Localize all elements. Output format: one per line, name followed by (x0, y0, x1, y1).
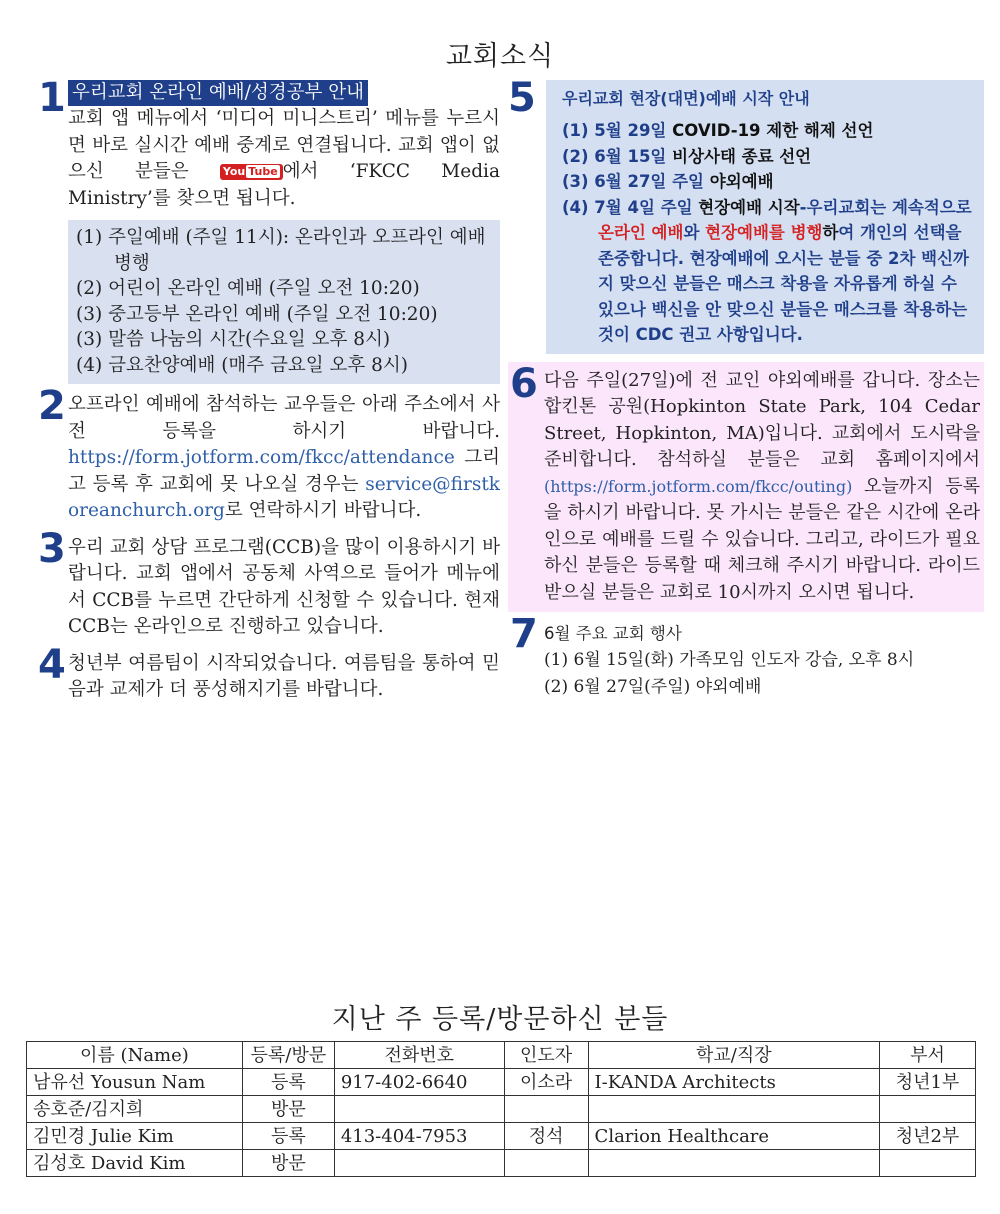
cell-type: 등록 (242, 1123, 334, 1150)
news-item-6 (508, 362, 984, 613)
column-header: 학교/직장 (588, 1042, 880, 1069)
item-number-6: 6 (510, 360, 538, 407)
news-item-5 (508, 75, 984, 354)
column-header: 인도자 (504, 1042, 588, 1069)
onsite-item-4: (4) 7월 4일 주일 현장예배 시작-우리교회는 계속적으로 온라인 예배와 현장예배를 병행하여 개인의 선택을 존중합니다. 현장예배에 오시는 분들 중 2차 백신까지 맞으신 분들은 매스크 착용을 자유롭게 하실 수 있으나 백신을 안 맞으신 분들은 매스크를 착용하는 것이 CDC 권고 사항입니다. (562, 197, 972, 344)
event-item: (1) 6월 15일(화) 가족모임 인도자 강습, 오후 8시 (544, 650, 915, 670)
item-4-text: 청년부 여름팀이 시작되었습니다. 여름팀을 통하여 믿음과 교제가 더 풍성해지기를 바랍니다. (68, 652, 500, 700)
attendance-link[interactable]: https://form.jotform.com/fkcc/attendance (68, 447, 455, 468)
cell-leader: 정석 (504, 1123, 588, 1150)
cell-name: 김성호 David Kim (27, 1150, 243, 1177)
cell-phone (334, 1150, 504, 1177)
news-item-1 (38, 75, 500, 384)
item-number-1: 1 (38, 75, 66, 121)
item-number-7: 7 (510, 611, 538, 657)
schedule-item: (3) 말씀 나눔의 시간(수요일 오후 8시) (76, 329, 391, 350)
item-1-heading: 우리교회 온라인 예배/성경공부 안내 (68, 80, 368, 106)
cell-work: Clarion Healthcare (588, 1123, 880, 1150)
column-header: 부서 (880, 1042, 976, 1069)
cell-phone: 413-404-7953 (334, 1123, 504, 1150)
news-item-2 (38, 383, 500, 525)
column-header: 등록/방문 (242, 1042, 334, 1069)
item-number-4: 4 (38, 641, 66, 688)
youtube-logo-icon: You Tube (220, 164, 283, 180)
outing-link[interactable]: (https://form.jotform.com/fkcc/outing) (544, 476, 853, 496)
right-column (508, 75, 984, 701)
news-item-4 (38, 641, 500, 704)
event-item: (2) 6월 27일(주일) 야외예배 (544, 677, 762, 697)
cell-name: 김민경 Julie Kim (27, 1123, 243, 1150)
cell-dept (880, 1096, 976, 1123)
cell-type: 방문 (242, 1150, 334, 1177)
cell-type: 등록 (242, 1069, 334, 1096)
item-6-text: 다음 주일(27일)에 전 교인 야외예배를 갑니다. 장소는 합킨톤 공원(Hopkinton State Park, 104 Cedar Street, Hopkinton, MA)입니다. 교회에서 도시락을 준비합니다. 참석하실 분들은 교회 홈페이지에서 (https://form.jotform.com/fkcc/outing) 오늘까지 등록을 하시기 바랍니다. 못 가시는 분들은 같은 시간에 온라인으로 예배를 드릴 수 있습니다. 그리고, 라이드가 필요하신 분들은 등록할 때 체크해 주시기 바랍니다. 라이드 받으실 분들은 교회로 10시까지 오시면 됩니다. (544, 369, 980, 603)
item-2-text: 오프라인 예배에 참석하는 교우들은 아래 주소에서 사전 등록을 하시기 바랍니다. https://form.jotform.com/fkcc/attendance 그리고 등록 후 교회에 못 나오실 경우는 service@firstkoreanchurch.org로 연락하시기 바랍니다. (68, 394, 500, 521)
cell-work (588, 1096, 880, 1123)
cell-type: 방문 (242, 1096, 334, 1123)
worship-schedule-box (68, 220, 500, 384)
item-number-2: 2 (38, 383, 66, 429)
table-row (27, 1096, 976, 1123)
cell-leader (504, 1096, 588, 1123)
onsite-worship-box (546, 80, 984, 354)
item-3-text: 우리 교회 상담 프로그램(CCB)을 많이 이용하시기 바랍니다. 교회 앱에서 공동체 사역으로 들어가 메뉴에서 CCB를 누르면 간단하게 신청할 수 있습니다. 현재 CCB는 온라인으로 진행하고 있습니다. (68, 536, 500, 637)
schedule-item: (3) 중고등부 온라인 예배 (주일 오전 10:20) (76, 303, 438, 325)
column-header: 전화번호 (334, 1042, 504, 1069)
cell-work: I-KANDA Architects (588, 1069, 880, 1096)
item-1-text-b: 에서 ‘FKCC Media Ministry’를 찾으면 됩니다. (68, 161, 500, 209)
table-row (27, 1069, 976, 1096)
events-title: 6월 주요 교회 행사 (544, 624, 682, 643)
onsite-item-3: (3) 6월 27일 주일 야외예배 (562, 172, 774, 191)
cell-dept: 청년2부 (880, 1123, 976, 1150)
item-1-text-a: 교회 앱 메뉴에서 ‘미디어 미니스트리’ 메뉴를 누르시면 바로 실시간 예배 중계로 연결됩니다. 교회 앱이 없으신 분들은 (68, 108, 500, 182)
table-row (27, 1150, 976, 1177)
page-title: 교회소식 (445, 41, 555, 72)
item-number-5: 5 (508, 75, 536, 121)
onsite-worship-title: 우리교회 현장(대면)예배 시작 안내 (562, 89, 810, 108)
onsite-item-1: (1) 5월 29일 COVID-19 제한 해제 선언 (562, 121, 874, 140)
cell-leader: 이소라 (504, 1069, 588, 1096)
schedule-item: (1) 주일예배 (주일 11시): 온라인과 오프라인 예배 병행 (76, 227, 486, 274)
item-number-3: 3 (38, 525, 66, 572)
schedule-item: (2) 어린이 온라인 예배 (주일 오전 10:20) (76, 278, 420, 299)
table-header-row (27, 1042, 976, 1069)
service-email-link[interactable]: service@firstkoreanchurch.org (68, 473, 500, 521)
visitors-table-title: 지난 주 등록/방문하신 분들 (331, 1004, 669, 1035)
table-row (27, 1123, 976, 1150)
item-1-text (68, 106, 500, 212)
cell-phone: 917-402-6640 (334, 1069, 504, 1096)
news-item-3 (38, 525, 500, 641)
column-header: 이름 (Name) (27, 1042, 243, 1069)
onsite-item-2: (2) 6월 15일 비상사태 종료 선언 (562, 146, 812, 166)
left-column (38, 75, 500, 704)
cell-name: 송호준/김지희 (27, 1096, 243, 1123)
cell-dept: 청년1부 (880, 1069, 976, 1096)
news-item-7 (508, 611, 984, 701)
schedule-item: (4) 금요찬양예배 (매주 금요일 오후 8시) (76, 354, 409, 376)
visitors-table (26, 1041, 976, 1177)
cell-phone (334, 1096, 504, 1123)
cell-name: 남유선 Yousun Nam (27, 1069, 243, 1096)
cell-dept (880, 1150, 976, 1177)
cell-leader (504, 1150, 588, 1177)
cell-work (588, 1150, 880, 1177)
